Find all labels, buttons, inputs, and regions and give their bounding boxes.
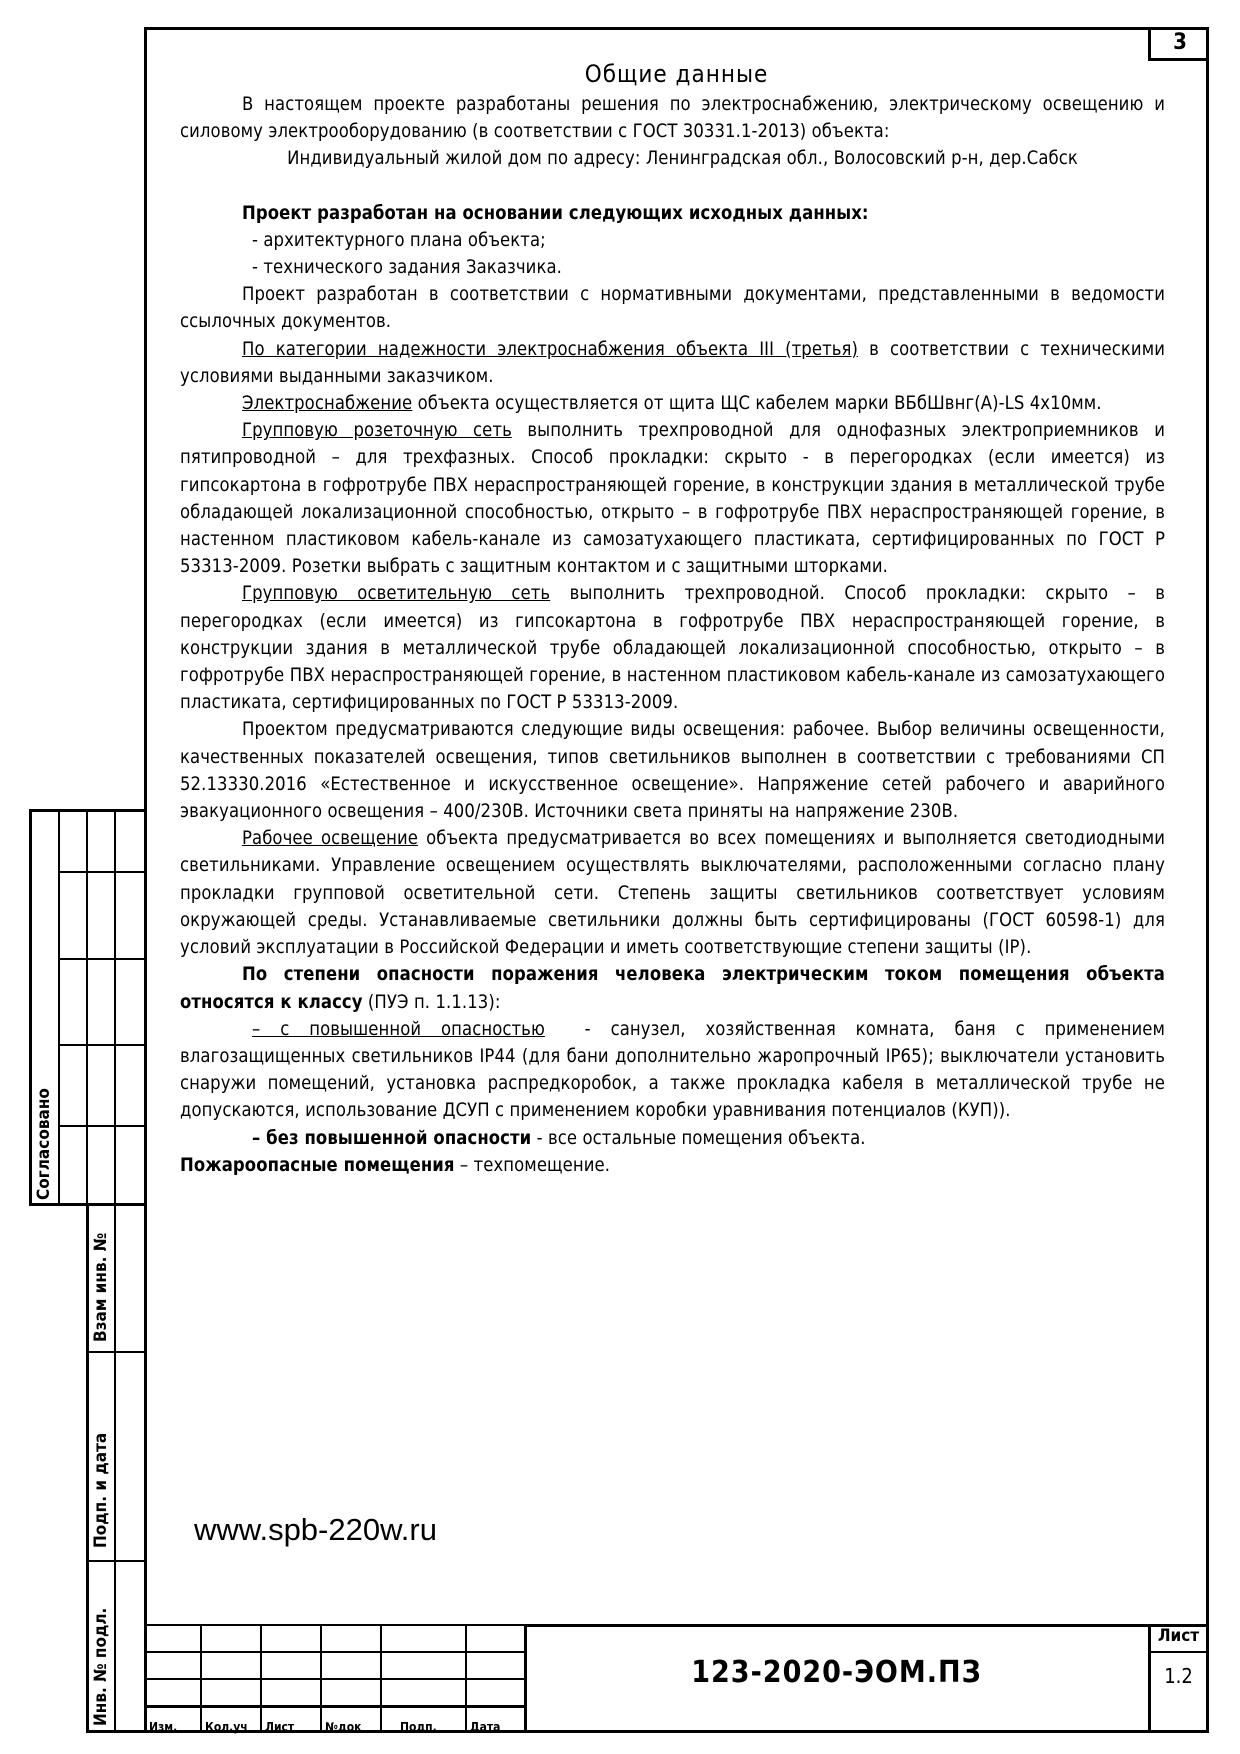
page-title: Общие данные bbox=[584, 60, 769, 88]
col-data: Дата bbox=[470, 1720, 501, 1734]
col-kol-uch: Кол.уч bbox=[205, 1720, 248, 1734]
sheet-corner-number: 3 bbox=[1148, 27, 1209, 61]
paragraph-13 bbox=[180, 961, 1165, 1015]
inv-orig-label: Инв. № подл. bbox=[91, 1607, 111, 1726]
col-podp: Подп. bbox=[400, 1720, 437, 1734]
paragraph-text: выполнить трехпроводной для однофазных электроприемников и пятипроводной – для трехфазных. Способ прокладки: скрыто - в перегородках (если имеется) из гипсокартона в гофротрубе ПВХ нераспространяющей горение, в конструкции здания в металлической трубе обладающей локализационной способностью, открыто – в гофротрубе ПВХ нераспространяющей горение, в настенном пластиковом кабель-канале из самозатухающего пластиката, сертифицированных по ГОСТ Р 53313-2009. Розетки выбрать с защитным контактом и с защитными шторками. bbox=[180, 420, 1166, 578]
inv-replace-label: Взам инв. № bbox=[91, 1232, 111, 1342]
watermark-url: www.spb-220w.ru bbox=[194, 1512, 437, 1547]
paragraph-lead: По категории надежности электроснабжения объекта III (третья) bbox=[242, 338, 859, 360]
paragraph-14 bbox=[180, 1016, 1171, 1125]
paragraph-text: - все остальные помещения объекта. bbox=[531, 1127, 866, 1149]
paragraph-12 bbox=[180, 825, 1165, 961]
paragraph-text: в соответствии с техническими условиями выданными заказчиком. bbox=[180, 338, 1165, 387]
paragraph-3: Проект разработан на основании следующих исходных данных: bbox=[242, 202, 869, 224]
paragraph-8 bbox=[180, 390, 1165, 417]
agreed-label: Согласовано bbox=[34, 1088, 54, 1200]
document-code: 123-2020-ЭОМ.ПЗ bbox=[691, 1655, 982, 1690]
paragraph-text: (ПУЭ п. 1.1.13): bbox=[362, 991, 501, 1013]
paragraph-text: Проектом предусматриваются следующие виды освещения: рабочее. Выбор величины освещенности, качественных показателей освещения, типов светильников выполнен в соответствии с требованиями СП 52.13330.2016 «Естественное и искусственное освещение». Напряжение сетей рабочего и аварийного эвакуационного освещения – 400/230В. Источники света приняты на напряжение 230В. bbox=[180, 719, 1165, 823]
sign-date-label: Подп. и дата bbox=[91, 1432, 111, 1548]
paragraph-0 bbox=[180, 91, 1165, 145]
paragraph-lead: Групповую розеточную сеть bbox=[242, 420, 512, 442]
paragraph-1: Индивидуальный жилой дом по адресу: Ленинградская обл., Волосовский р-н, дер.Сабск bbox=[287, 148, 1078, 170]
paragraph-9 bbox=[180, 417, 1165, 580]
paragraph-7 bbox=[180, 336, 1165, 390]
paragraph-text: – техпомещение. bbox=[454, 1154, 611, 1176]
col-n-dok: №док bbox=[325, 1720, 362, 1734]
paragraph-16 bbox=[180, 1152, 1165, 1179]
paragraph-lead: Групповую осветительную сеть bbox=[242, 583, 551, 605]
paragraph-text: выполнить трехпроводной. Способ прокладки: скрыто – в перегородках (если имеется) из гипсокартона в гофротрубе ПВХ нераспространяющей горение, в конструкции здания в металлической трубе обладающей локализационной способностью, открыто – в гофротрубе ПВХ нераспространяющей горение, в настенном пластиковом кабель-канале из самозатухающего пластиката, сертифицированных по ГОСТ Р 53313-2009. bbox=[180, 583, 1165, 714]
paragraph-text: - санузел, хозяйственная комната, баня с применением влагозащищенных светильников IP44 (для бани дополнительно жаропрочный IP65); выключатели установить снаружи помещений, установка распредкоробок, а также прокладка кабеля в металлической трубе не допускаются, использование ДСУП с применением коробки уравнивания потенциалов (КУП)). bbox=[180, 1018, 1171, 1122]
paragraph-lead: Электроснабжение bbox=[242, 393, 413, 415]
paragraph-6 bbox=[180, 281, 1165, 335]
paragraph-text: - технического задания Заказчика. bbox=[252, 257, 562, 279]
sheet-number: 1.2 bbox=[1164, 1664, 1193, 1688]
paragraph-text: объекта осуществляется от щита ЩС кабелем марки ВБбШвнг(А)-LS 4х10мм. bbox=[412, 393, 1102, 415]
paragraph-text: объекта предусматривается во всех помещениях и выполняется светодиодными светильниками. Управление освещением осуществлять выключателями, расположенными согласно плану прокладки групповой осветительной сети. Степень защиты светильников соответствует условиям окружающей среды. Устанавливаемые светильники должны быть сертифицированы (ГОСТ 60598-1) для условий эксплуатации в Российской Федерации и иметь соответствующие степени защиты (IP). bbox=[180, 828, 1165, 959]
paragraph-lead: По степени опасности поражения человека электрическим током помещения объекта относятся к классу bbox=[180, 964, 1165, 1013]
paragraph-4 bbox=[180, 227, 1165, 254]
paragraph-text: - архитектурного плана объекта; bbox=[252, 229, 546, 251]
document-body bbox=[180, 91, 1171, 1179]
paragraph-lead: Рабочее освещение bbox=[242, 828, 418, 850]
paragraph-15 bbox=[180, 1125, 1165, 1152]
paragraph-lead: Пожароопасные помещения bbox=[180, 1154, 455, 1176]
sheet-label: Лист bbox=[1157, 1626, 1200, 1646]
paragraph-text: В настоящем проекте разработаны решения по электроснабжению, электрическому освещению и силовому электрооборудованию (в соответствии с ГОСТ 30331.1-2013) объекта: bbox=[180, 94, 1165, 143]
col-list: Лист bbox=[265, 1720, 295, 1734]
paragraph-lead: – без повышенной опасности bbox=[252, 1127, 532, 1149]
paragraph-10 bbox=[180, 580, 1165, 716]
paragraph-5 bbox=[180, 254, 1165, 281]
paragraph-2 bbox=[180, 173, 1165, 200]
paragraph-text: Проект разработан в соответствии с нормативными документами, представленными в ведомости ссылочных документов. bbox=[180, 284, 1165, 333]
paragraph-lead: – с повышенной опасностью bbox=[252, 1018, 545, 1040]
paragraph-11 bbox=[180, 716, 1165, 825]
col-izm: Изм. bbox=[149, 1720, 178, 1734]
